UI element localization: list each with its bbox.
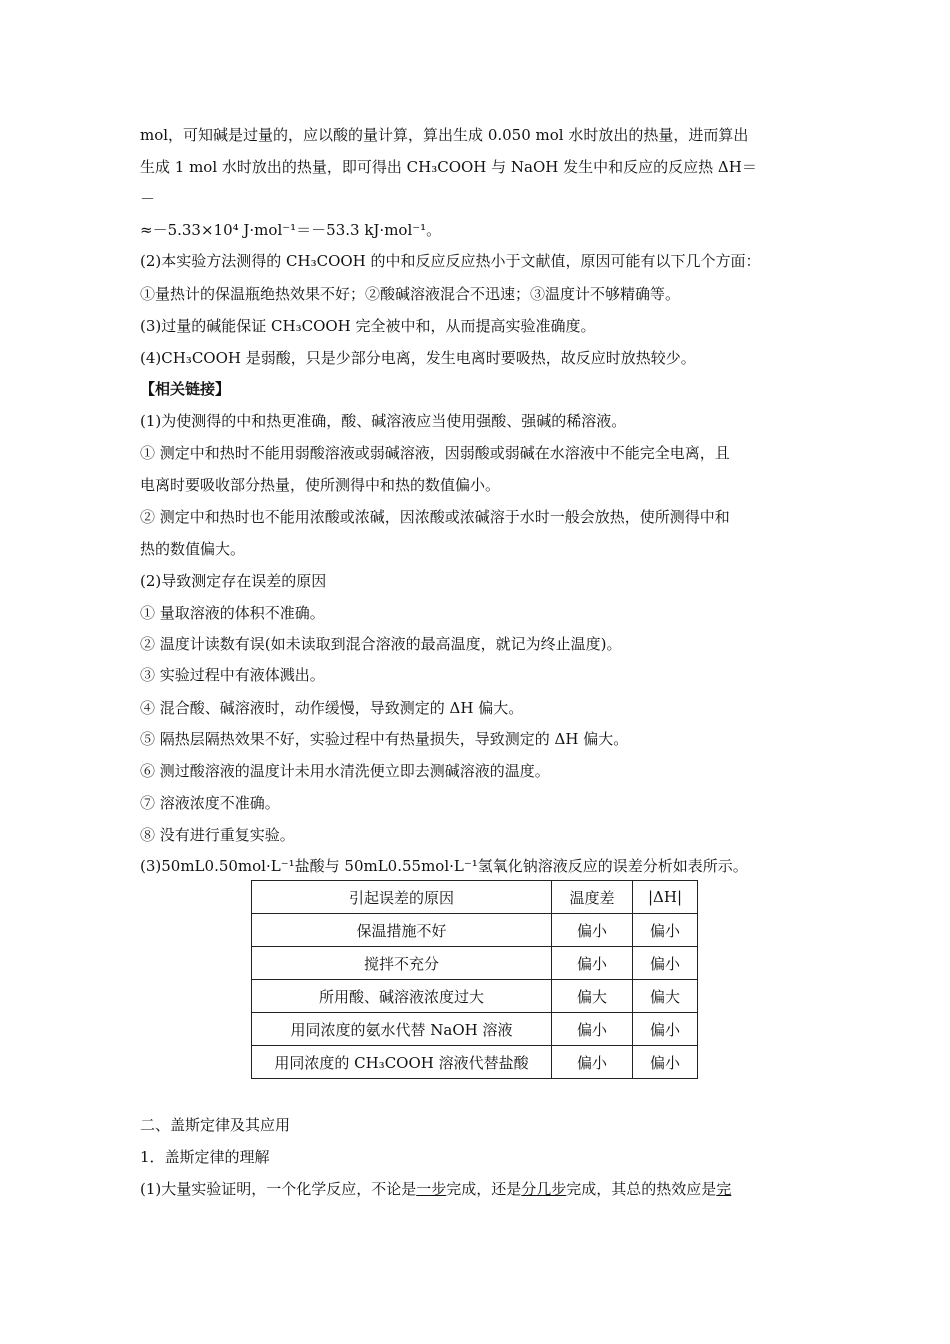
table-cell: 偏小	[552, 1046, 633, 1079]
text-line	[140, 1179, 815, 1199]
text-line: (4)CH₃COOH 是弱酸，只是少部分电离，发生电离时要吸热，故反应时放热较少。	[140, 349, 696, 367]
table-row	[252, 1046, 698, 1079]
text-line: －	[140, 190, 156, 208]
table-row	[252, 914, 698, 947]
table-cell: 偏小	[552, 1013, 633, 1046]
table-cell: 所用酸、碱溶液浓度过大	[252, 980, 552, 1013]
table-cell: 偏小	[552, 947, 633, 980]
text-line: ⑤ 隔热层隔热效果不好，实验过程中有热量损失，导致测定的 ΔH 偏大。	[140, 730, 629, 748]
table-header-cell: 温度差	[552, 881, 633, 914]
table-cell: 偏小	[552, 914, 633, 947]
text-line: ④ 混合酸、碱溶液时，动作缓慢，导致测定的 ΔH 偏大。	[140, 699, 524, 717]
table-cell: 用同浓度的氨水代替 NaOH 溶液	[252, 1013, 552, 1046]
table-cell: 偏小	[633, 1013, 698, 1046]
text-line: 电离时要吸收部分热量，使所测得中和热的数值偏小。	[140, 476, 501, 494]
text-line: ① 测定中和热时不能用弱酸溶液或弱碱溶液，因弱酸或弱碱在水溶液中不能完全电离，且	[140, 444, 730, 462]
text-line: (3)过量的碱能保证 CH₃COOH 完全被中和，从而提高实验准确度。	[140, 317, 596, 335]
subsection-heading: 1．盖斯定律的理解	[140, 1148, 270, 1166]
text-line: ② 测定中和热时也不能用浓酸或浓碱，因浓酸或浓碱溶于水时一般会放热，使所测得中和	[140, 508, 730, 526]
table-cell: 偏大	[552, 980, 633, 1013]
text-line: (2)导致测定存在误差的原因	[140, 572, 327, 590]
text-line: (1)为使测得的中和热更准确，酸、碱溶液应当使用强酸、强碱的稀溶液。	[140, 412, 627, 430]
table-cell: 用同浓度的 CH₃COOH 溶液代替盐酸	[252, 1046, 552, 1079]
underlined-blank: 完	[716, 1180, 732, 1198]
text-line: mol，可知碱是过量的，应以酸的量计算，算出生成 0.050 mol 水时放出的热量，进而算出	[140, 126, 749, 144]
text-line: ①量热计的保温瓶绝热效果不好；②酸碱溶液混合不迅速；③温度计不够精确等。	[140, 285, 681, 303]
text-line: 热的数值偏大。	[140, 540, 246, 558]
table-cell: 偏小	[633, 914, 698, 947]
text-segment: (1)大量实验证明，一个化学反应，不论是	[140, 1180, 417, 1198]
table-header-cell: 引起误差的原因	[252, 881, 552, 914]
text-segment: 完成，其总的热效应是	[566, 1180, 717, 1198]
error-analysis-table	[251, 880, 698, 1079]
text-line: ③ 实验过程中有液体溅出。	[140, 666, 325, 684]
table-cell: 搅拌不充分	[252, 947, 552, 980]
text-line: ⑧ 没有进行重复实验。	[140, 826, 295, 844]
table-cell: 保温措施不好	[252, 914, 552, 947]
text-line: ② 温度计读数有误(如未读取到混合溶液的最高温度，就记为终止温度)。	[140, 635, 622, 653]
table-row	[252, 980, 698, 1013]
table-header-cell: |ΔH|	[633, 881, 698, 914]
table-row	[252, 1013, 698, 1046]
table-cell: 偏小	[633, 947, 698, 980]
table-cell: 偏小	[633, 1046, 698, 1079]
underlined-blank: 分几步	[521, 1180, 567, 1198]
section-heading: 【相关链接】	[140, 380, 231, 398]
table-row	[252, 947, 698, 980]
text-segment: 完成，还是	[446, 1180, 522, 1198]
table-cell: 偏大	[633, 980, 698, 1013]
text-line: (3)50mL0.50mol·L⁻¹盐酸与 50mL0.55mol·L⁻¹氢氧化钠溶液反应的误差分析如表所示。	[140, 857, 748, 875]
text-line: ⑥ 测过酸溶液的温度计未用水清洗便立即去测碱溶液的温度。	[140, 762, 550, 780]
text-line: ⑦ 溶液浓度不准确。	[140, 794, 280, 812]
text-line: ≈－5.33×10⁴ J·mol⁻¹＝－53.3 kJ·mol⁻¹。	[140, 221, 442, 239]
text-line: (2)本实验方法测得的 CH₃COOH 的中和反应反应热小于文献值，原因可能有以下几个方面：	[140, 252, 761, 270]
text-line: ① 量取溶液的体积不准确。	[140, 604, 325, 622]
text-line: 生成 1 mol 水时放出的热量，即可得出 CH₃COOH 与 NaOH 发生中和反应的反应热 ΔH＝	[140, 158, 757, 176]
table-header-row	[252, 881, 698, 914]
underlined-blank: 一步	[416, 1180, 447, 1198]
section-heading: 二、盖斯定律及其应用	[140, 1116, 291, 1134]
